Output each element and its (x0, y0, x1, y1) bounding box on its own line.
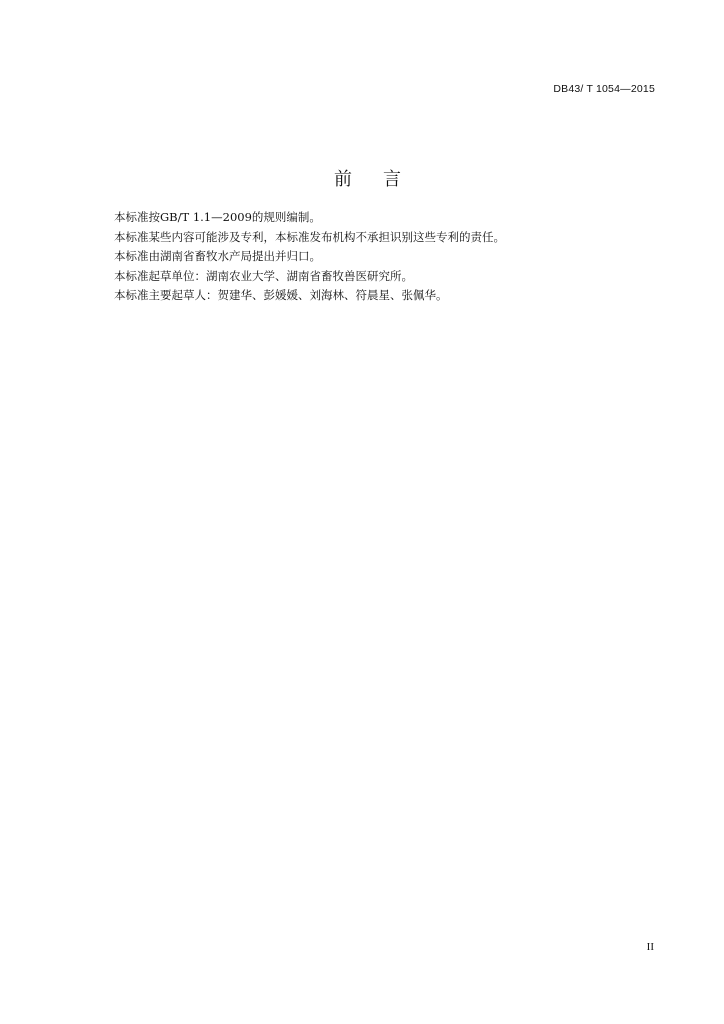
standard-code: DB43/ T 1054—2015 (553, 83, 655, 95)
title-char-1: 前 (334, 169, 353, 191)
paragraph-drafters: 本标准主要起草人：贺建华、彭媛媛、刘海林、符晨星、张佩华。 (114, 288, 448, 303)
title-char-2: 言 (383, 169, 402, 191)
page-number: II (646, 941, 654, 953)
page-title (0, 165, 724, 191)
foreword-body (114, 208, 664, 306)
paragraph-drafting-units: 本标准起草单位：湖南农业大学、湖南省畜牧兽医研究所。 (114, 268, 413, 283)
paragraph-drafting-rules: 本标准按GB/T 1.1—2009的规则编制。 (114, 210, 321, 224)
paragraph-patent-notice: 本标准某些内容可能涉及专利，本标准发布机构不承担识别这些专利的责任。 (114, 229, 505, 244)
paragraph-proposer: 本标准由湖南省畜牧水产局提出并归口。 (114, 249, 321, 264)
